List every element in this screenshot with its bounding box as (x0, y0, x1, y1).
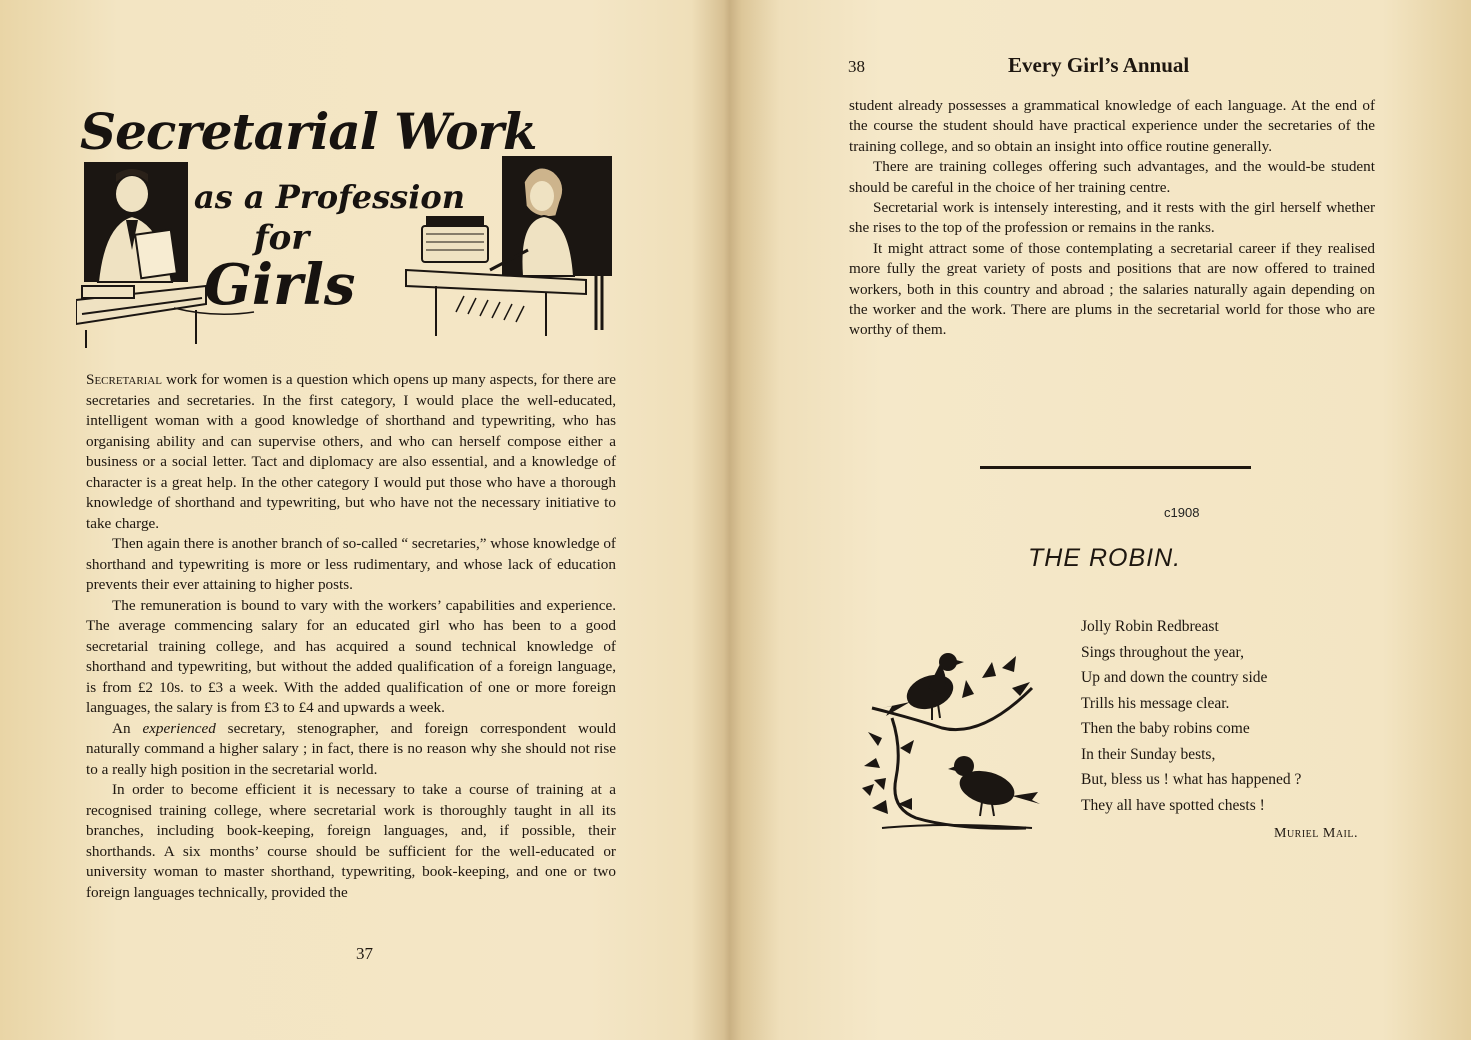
article-heading-illustration (76, 100, 636, 350)
paragraph-text: secretary, stenographer, and foreign correspondent would naturally command a higher salary ; in fact, there is no reason why she should not rise to a really high position in the secretarial world. (86, 719, 617, 778)
paragraph: There are training colleges offering such advantages, and the would-be student should be careful in the choice of her training centre. (849, 158, 1375, 196)
paragraph: Secretarial work is intensely interesting, and it rests with the girl herself whether she rises to the top of the profession or remains in the ranks. (849, 199, 1375, 237)
heading-line-for: for (254, 218, 310, 258)
robins-on-branch-illustration (852, 648, 1042, 843)
poem-author: Muriel Mail. (1274, 826, 1358, 841)
poem-line: Jolly Robin Redbreast (1081, 618, 1219, 635)
paragraph (86, 719, 616, 781)
running-title: Every Girl’s Annual (1008, 53, 1190, 77)
paragraph-text: An (112, 719, 143, 737)
heading-line-profession: as a Profession (194, 178, 465, 216)
emphasis-text: experienced (142, 719, 216, 737)
poem-line: Trills his message clear. (1081, 694, 1230, 712)
paragraph: Then again there is another branch of so-called “ secretaries,” whose knowledge of shorthand and typewriting is more or less rudimentary, and whose lack of education prevents their ever attaining to higher posts. (86, 535, 616, 593)
poem-title: THE ROBIN. (1028, 544, 1182, 572)
date-caption: c1908 (1164, 505, 1200, 520)
paragraph: In order to become efficient it is necessary to take a course of training at a recognised training college, where secretarial work is thoroughly taught in all its branches, including book-keeping, foreign languages, and, if possible, their shorthands. A six months’ course should be sufficient for the well-educated or university woman to master shorthand, typewriting, book-keeping, and one or two foreign languages technically, provided the (86, 781, 616, 901)
poem-line: Up and down the country side (1081, 669, 1268, 686)
paragraph-text: work for women is a question which opens up many aspects, for there are secretaries and secretaries. In the first category, I would place the well-educated, intelligent woman with a good knowledge of shorthand and typewriting, who has organising ability and can supervise others, and who can herself compose either a business or a social letter. Tact and diplomacy are also essential, and a knowledge of character is a great help. In the other category I would put those who have a thorough knowledge of shorthand and typewriting, but who have not the necessary initiative to take charge. (86, 371, 616, 532)
paragraph: The remuneration is bound to vary with the workers’ capabilities and experience. The average commencing salary for an educated girl who has been to a good secretarial training college, and has acquired a sound technical knowledge of shorthand and typewriting, but without the added qualification of a foreign language, is from £2 10s. to £3 a week. With the added qualification of one or more foreign languages, the salary is from £3 to £4 and upwards a week. (86, 596, 616, 716)
poem-line: Then the baby robins come (1081, 720, 1250, 737)
right-page-body (849, 96, 1375, 341)
section-divider (980, 466, 1251, 469)
poem-line: Sings throughout the year, (1081, 643, 1244, 661)
poem-line: In their Sunday bests, (1081, 745, 1216, 763)
page-number-left: 37 (356, 944, 373, 963)
paragraph: student already possesses a grammatical knowledge of each language. At the end of the course the student should have practical experience under the secretaries of the training college, and so obtain an insight into office routine generally. (849, 97, 1375, 155)
poem-body (1081, 614, 1301, 818)
poem-line: But, bless us ! what has happened ? (1081, 771, 1302, 788)
poem-line: They all have spotted chests ! (1081, 796, 1265, 814)
left-page-body (86, 370, 616, 903)
paragraph (86, 370, 616, 534)
paragraph-lead: Secretarial (86, 371, 163, 388)
page-number-right: 38 (848, 57, 865, 76)
paragraph: It might attract some of those contemplating a secretarial career if they realised more fully the great variety of posts and positions that are now offered to trained workers, both in this country and abroad ; the salaries naturally again depending on the worker and the work. There are plums in the secretarial world for those who are worthy of them. (849, 239, 1375, 339)
heading-line-girls: Girls (204, 252, 356, 318)
man-at-desk-drawing (76, 162, 206, 348)
running-header (848, 53, 1378, 79)
heading-line-secretarial-work: Secretarial Work (80, 102, 537, 161)
